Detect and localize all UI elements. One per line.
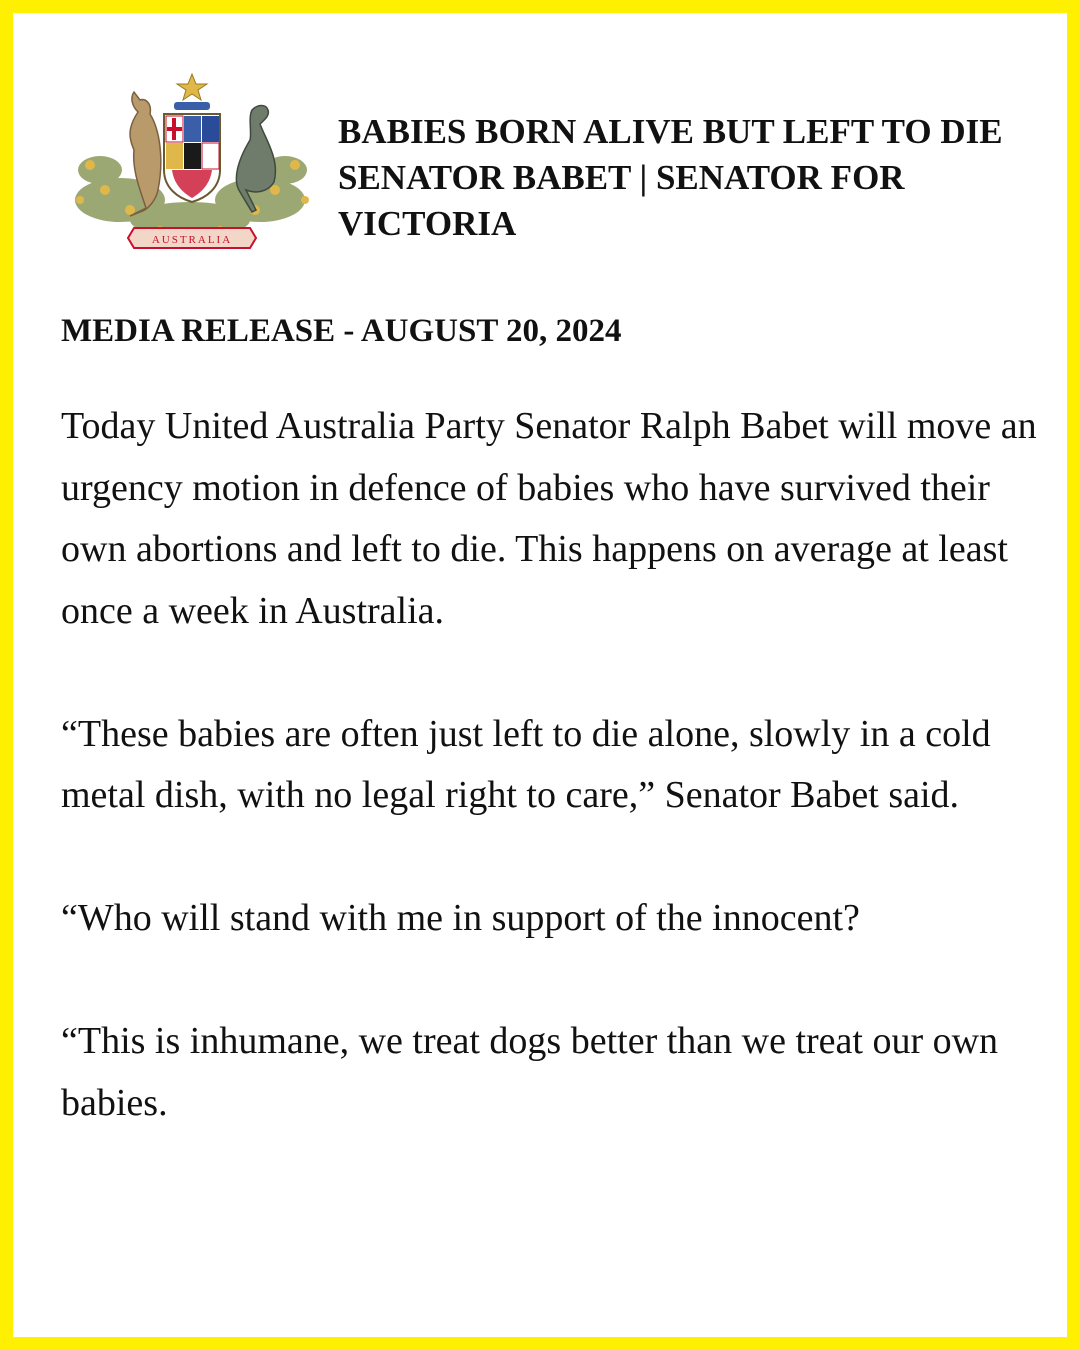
body-paragraph: Today United Australia Party Senator Ralph Babet will move an urgency motion in defence of babies who have survived their own abortions and left to die. This happens on average at least once a week in Australia. (61, 405, 1037, 632)
body-paragraph: “This is inhumane, we treat dogs better than we treat our own babies. (61, 1020, 999, 1124)
coat-of-arms-icon (60, 70, 324, 270)
body-paragraph: “Who will stand with me in support of the innocent? (61, 897, 860, 939)
headline: BABIES BORN ALIVE BUT LEFT TO DIE SENATOR BABET | SENATOR FOR VICTORIA (338, 112, 1003, 243)
release-body (61, 396, 1061, 1134)
body-paragraph: “These babies are often just left to die alone, slowly in a cold metal dish, with no legal right to care,” Senator Babet said. (61, 712, 991, 816)
media-release-dateline: MEDIA RELEASE - AUGUST 20, 2024 (61, 313, 622, 349)
crest-scroll-text: AUSTRALIA (151, 234, 233, 246)
